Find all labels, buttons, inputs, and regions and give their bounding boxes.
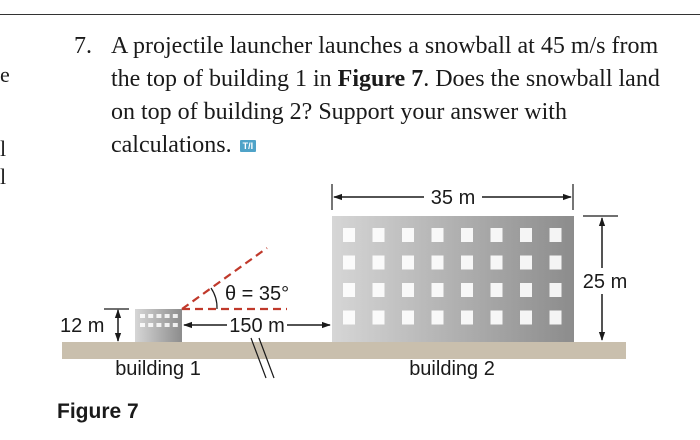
window xyxy=(373,311,385,325)
building-2-label: building 2 xyxy=(409,358,495,380)
window xyxy=(520,311,532,325)
window xyxy=(432,228,444,242)
window xyxy=(343,283,355,297)
figure-reference: Figure 7 xyxy=(337,66,424,92)
window xyxy=(432,256,444,270)
margin-text-fragment: e xyxy=(0,62,10,87)
building-2-width-label: 35 m xyxy=(430,187,476,209)
window xyxy=(550,283,562,297)
margin-text-fragment: l xyxy=(0,164,7,189)
window xyxy=(343,311,355,325)
window xyxy=(402,311,414,325)
window xyxy=(165,323,170,327)
window xyxy=(491,256,503,270)
angle-label: θ = 35° xyxy=(225,283,290,305)
window xyxy=(148,323,153,327)
window xyxy=(550,311,562,325)
window xyxy=(173,314,178,318)
skill-badge: T/I xyxy=(240,140,257,152)
window xyxy=(373,283,385,297)
building-2 xyxy=(332,216,574,342)
window xyxy=(343,256,355,270)
window xyxy=(550,228,562,242)
window xyxy=(461,256,473,270)
window xyxy=(550,256,562,270)
window xyxy=(520,283,532,297)
window xyxy=(343,228,355,242)
window xyxy=(491,228,503,242)
building-2-height-label: 25 m xyxy=(582,271,628,293)
window xyxy=(148,314,153,318)
window xyxy=(432,311,444,325)
margin-text-fragment: l xyxy=(0,136,7,161)
window xyxy=(491,311,503,325)
question-text-end: . Does the snowball land on top of building 2? Support your answer with calculations. xyxy=(111,66,660,158)
gap-distance-label: 150 m xyxy=(229,315,285,337)
window xyxy=(156,314,161,318)
window xyxy=(461,311,473,325)
window xyxy=(156,323,161,327)
window xyxy=(173,323,178,327)
window xyxy=(461,228,473,242)
window xyxy=(520,228,532,242)
ground xyxy=(62,342,626,359)
window xyxy=(491,283,503,297)
question-text-start: A projectile launcher launches a snowball at 45 m/s from the top of building 1 in xyxy=(111,33,659,92)
window xyxy=(461,283,473,297)
figure-caption: Figure 7 xyxy=(57,400,139,423)
window xyxy=(140,314,145,318)
angle-arc xyxy=(211,288,217,309)
window xyxy=(140,323,145,327)
window xyxy=(373,228,385,242)
window xyxy=(432,283,444,297)
window xyxy=(520,256,532,270)
window xyxy=(402,283,414,297)
window xyxy=(402,256,414,270)
window xyxy=(402,228,414,242)
question-number: 7. xyxy=(74,33,92,59)
building-1-height-label: 12 m xyxy=(60,315,105,337)
building-1-label: building 1 xyxy=(115,358,201,380)
window xyxy=(373,256,385,270)
window xyxy=(165,314,170,318)
